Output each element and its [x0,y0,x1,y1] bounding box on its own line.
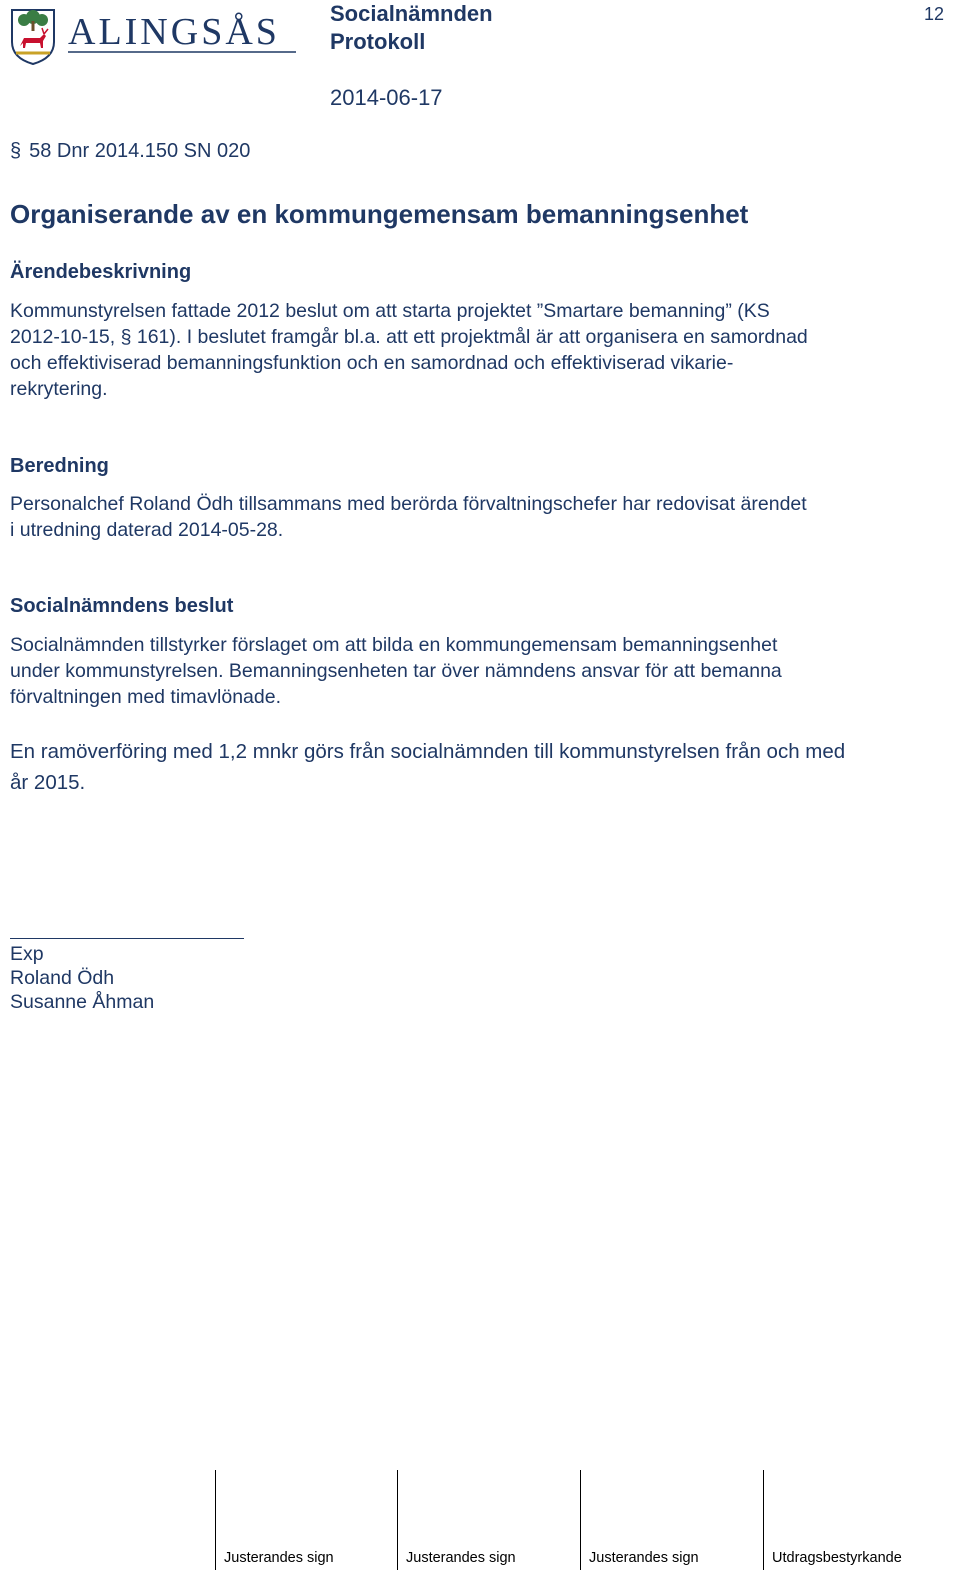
organization-name: Socialnämnden [330,1,493,26]
arendebeskrivning-text [10,298,945,402]
municipality-logo [10,6,300,66]
signature-caption-justerande-3: Justerandes sign [589,1550,699,1566]
section-heading-beredning: Beredning [10,455,109,477]
section-heading-arendebeskrivning: Ärendebeskrivning [10,261,192,283]
expedition-recipient: Susanne Åhman [10,991,155,1013]
ramoverforing-text [10,736,945,798]
beredning-text [10,491,945,543]
text-line: förvaltningen med timavlönade. [10,686,281,708]
beslut-text [10,632,945,710]
text-line: och effektiviserad bemanningsfunktion och en samordnad och effektiviserad vikarie- [10,352,734,374]
text-line: rekrytering. [10,378,108,400]
document-type: Protokoll [330,29,426,54]
signature-caption-justerande-1: Justerandes sign [224,1550,334,1566]
signature-caption-justerande-2: Justerandes sign [406,1550,516,1566]
paragraph-reference [10,138,250,164]
meeting-date: 2014-06-17 [330,85,443,110]
signature-divider [580,1470,581,1570]
signature-caption-utdragsbestyrkande: Utdragsbestyrkande [772,1550,902,1566]
signature-divider [397,1470,398,1570]
alingsas-coat-of-arms-icon [10,6,300,66]
section-heading-beslut: Socialnämndens beslut [10,595,234,617]
case-title: Organiserande av en kommungemensam bemanningsenhet [10,199,749,229]
text-line: Kommunstyrelsen fattade 2012 beslut om att starta projektet ”Smartare bemanning” (KS [10,300,770,322]
text-line: Personalchef Roland Ödh tillsammans med berörda förvaltningschefer har redovisat ärendet [10,493,807,515]
text-line: 2012-10-15, § 161). I beslutet framgår bl.a. att ett projektmål är att organisera en samordnad [10,326,808,348]
text-line: En ramöverföring med 1,2 mnkr görs från socialnämnden till kommunstyrelsen från och med [10,740,846,763]
page-number: 12 [923,4,944,24]
paragraph-reference-text: 58 Dnr 2014.150 SN 020 [29,140,251,162]
text-line: Socialnämnden tillstyrker förslaget om att bilda en kommungemensam bemanningsenhet [10,634,778,656]
logo-wordmark: ALINGSÅS [68,11,280,53]
section-symbol: § [10,140,22,162]
expedition-recipient: Roland Ödh [10,967,115,989]
text-line: under kommunstyrelsen. Bemanningsenheten tar över nämndens ansvar för att bemanna [10,660,782,682]
expedition-divider [10,938,244,939]
signature-divider [763,1470,764,1570]
text-line: år 2015. [10,771,86,794]
signature-divider [215,1470,216,1570]
text-line: i utredning daterad 2014-05-28. [10,519,284,541]
expedition-label: Exp [10,943,44,965]
